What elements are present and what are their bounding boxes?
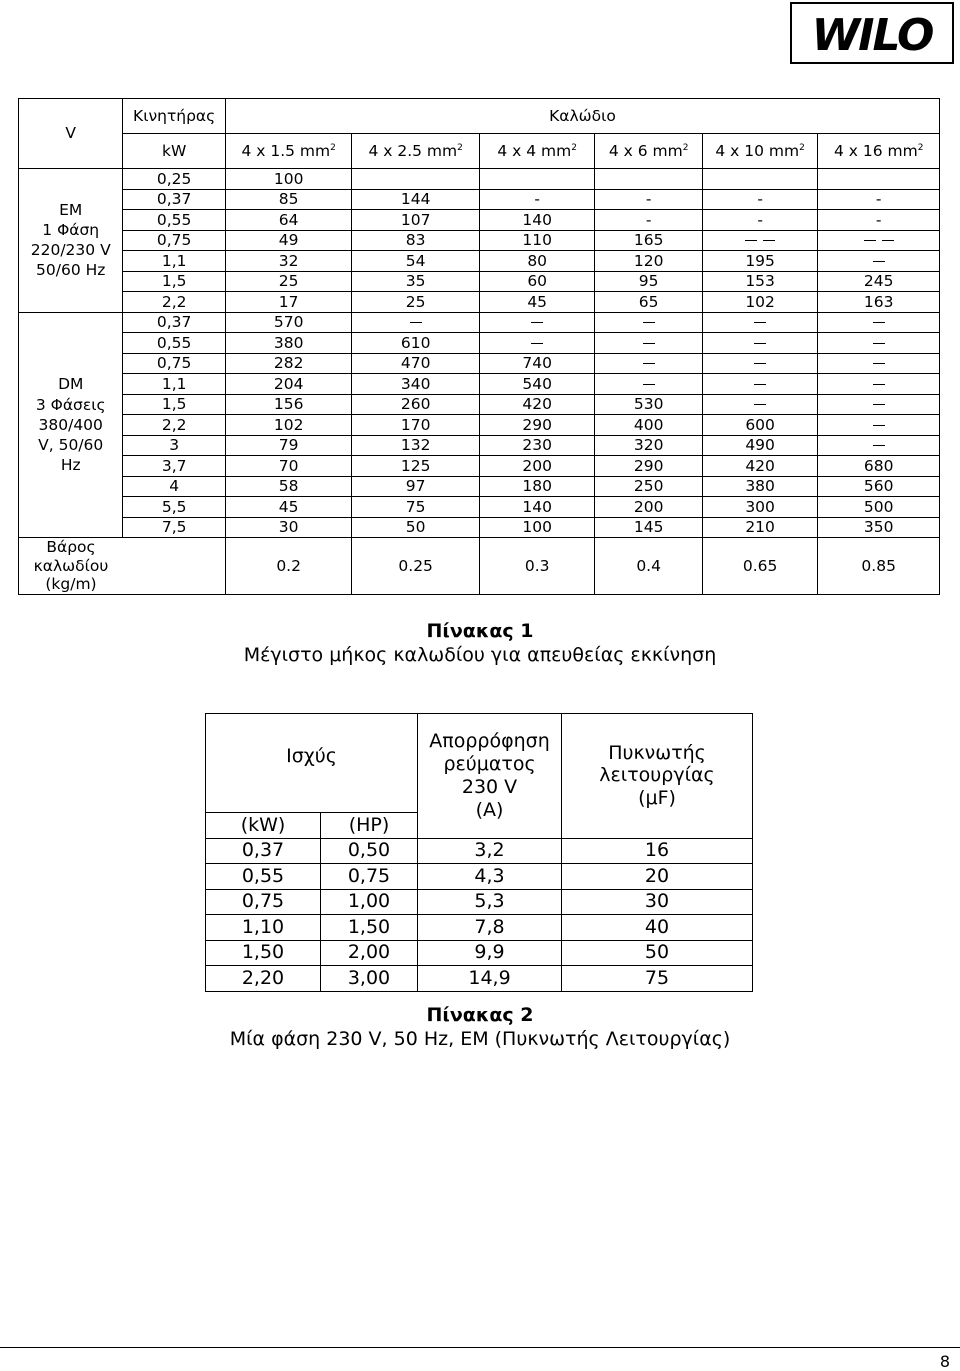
cable-length-cell: 145 — [595, 517, 702, 538]
capacitor-cell: 40 — [562, 915, 753, 941]
capacitor-header-line: Πυκνωτής — [608, 741, 706, 764]
current-header-line: ρεύματος — [443, 752, 536, 775]
current-header-line: Απορρόφηση — [429, 730, 550, 753]
cable-weight-cell: 0.85 — [818, 538, 940, 595]
cable-length-cell: 35 — [352, 271, 480, 292]
cable-length-cell: 102 — [702, 292, 817, 313]
cable-length-cell: 156 — [225, 394, 352, 415]
current-header — [418, 714, 562, 839]
section-label: 4 x 10 mm — [715, 141, 800, 160]
motor-kw-cell: 1,1 — [123, 251, 225, 272]
table-row — [19, 312, 940, 333]
capacitor-table — [205, 713, 753, 992]
table-row — [19, 374, 940, 395]
dash-mark — [754, 404, 766, 405]
cable-length-cell: 100 — [225, 169, 352, 190]
motor-kw-cell: 5,5 — [123, 497, 225, 518]
motor-kw-cell: 0,37 — [123, 312, 225, 333]
caption-2-title: Πίνακας 2 — [426, 1004, 534, 1026]
power-hp-cell: 2,00 — [321, 940, 418, 966]
weight-label-line: Βάρος καλωδίου — [33, 538, 109, 575]
cable-length-cell: 250 — [595, 476, 702, 497]
cable-length-cell: 560 — [818, 476, 940, 497]
cable-length-cell: 180 — [479, 476, 594, 497]
cable-header: Καλώδιο — [225, 99, 939, 134]
power-header: Ισχύς — [206, 714, 418, 813]
cable-length-cell: - — [595, 189, 702, 210]
dash-mark — [873, 261, 885, 262]
motor-kw-cell: 0,25 — [123, 169, 225, 190]
power-hp-cell: 1,00 — [321, 889, 418, 915]
caption-table-1 — [0, 620, 960, 668]
power-hp-cell: 3,00 — [321, 966, 418, 992]
cable-weight-cell: 0.3 — [479, 538, 594, 595]
cable-length-cell: 380 — [702, 476, 817, 497]
cable-length-cell — [702, 230, 817, 251]
cable-length-cell: 80 — [479, 251, 594, 272]
dash-mark — [754, 343, 766, 344]
dm-group-label-line: 380/400 — [38, 415, 103, 434]
cable-length-cell: 600 — [702, 415, 817, 436]
current-cell: 3,2 — [418, 838, 562, 864]
cable-length-cell: 163 — [818, 292, 940, 313]
dm-group-label-line: DM — [58, 375, 84, 394]
motor-kw-cell: 7,5 — [123, 517, 225, 538]
section-label: 4 x 4 mm — [497, 141, 572, 160]
table-row — [19, 476, 940, 497]
cable-length-cell: 50 — [352, 517, 480, 538]
page-number: 8 — [939, 1352, 950, 1371]
motor-kw-cell: 0,75 — [123, 353, 225, 374]
cable-length-cell: 140 — [479, 210, 594, 231]
cable-length-cell — [479, 312, 594, 333]
em-group-label-line: 50/60 Hz — [36, 261, 106, 280]
motor-kw-cell: 1,1 — [123, 374, 225, 395]
wilo-logo — [790, 2, 954, 64]
dash-mark — [754, 363, 766, 364]
power-hp-cell: 0,75 — [321, 864, 418, 890]
cable-length-cell: 282 — [225, 353, 352, 374]
cable-length-cell — [702, 312, 817, 333]
cable-length-cell: 110 — [479, 230, 594, 251]
current-cell: 4,3 — [418, 864, 562, 890]
motor-kw-cell: 0,37 — [123, 189, 225, 210]
cable-length-cell — [818, 312, 940, 333]
power-hp-cell: 0,50 — [321, 838, 418, 864]
section-unit-exponent: 2 — [457, 142, 463, 153]
weight-label-line: (kg/m) — [45, 575, 97, 594]
kw-unit-header: (kW) — [206, 813, 321, 839]
dash-mark — [531, 322, 543, 323]
power-kw-cell: 2,20 — [206, 966, 321, 992]
table-row — [206, 889, 753, 915]
cable-length-cell: 97 — [352, 476, 480, 497]
cable-length-cell — [595, 374, 702, 395]
cable-length-cell — [818, 169, 940, 190]
cable-length-cell: 85 — [225, 189, 352, 210]
cable-length-cell: 290 — [479, 415, 594, 436]
section-header — [479, 134, 594, 169]
cable-length-cell: 540 — [479, 374, 594, 395]
cable-length-cell: 102 — [225, 415, 352, 436]
cable-length-cell: 740 — [479, 353, 594, 374]
motor-kw-cell: 0,75 — [123, 230, 225, 251]
motor-header: Κινητήρας — [123, 99, 225, 134]
cable-length-cell — [352, 169, 480, 190]
table-row — [19, 333, 940, 354]
cable-length-cell — [702, 333, 817, 354]
cable-length-cell — [818, 394, 940, 415]
cable-length-cell — [818, 353, 940, 374]
current-cell: 9,9 — [418, 940, 562, 966]
cable-length-cell: 120 — [595, 251, 702, 272]
cable-length-cell: 32 — [225, 251, 352, 272]
caption-table-2 — [0, 1004, 960, 1052]
table-row — [19, 353, 940, 374]
capacitor-cell: 16 — [562, 838, 753, 864]
cable-length-cell: 490 — [702, 435, 817, 456]
dash-mark — [754, 322, 766, 323]
motor-kw-cell: 0,55 — [123, 210, 225, 231]
dash-mark — [643, 322, 655, 323]
table-row — [19, 456, 940, 477]
cable-length-cell: 245 — [818, 271, 940, 292]
dash-mark — [763, 240, 775, 241]
em-group-label — [19, 169, 123, 313]
capacitor-cell: 75 — [562, 966, 753, 992]
cable-length-cell — [479, 169, 594, 190]
motor-kw-cell: 3 — [123, 435, 225, 456]
wilo-logo-mark — [792, 4, 952, 62]
cable-length-cell — [818, 333, 940, 354]
dash-mark — [873, 322, 885, 323]
dm-group-label-line: 3 Φάσεις — [35, 395, 106, 414]
cable-length-cell — [818, 435, 940, 456]
cable-length-cell: 45 — [479, 292, 594, 313]
cable-length-cell: 200 — [479, 456, 594, 477]
section-unit-exponent: 2 — [799, 142, 805, 153]
cable-length-cell — [702, 394, 817, 415]
table-row — [19, 189, 940, 210]
dash-mark — [643, 343, 655, 344]
capacitor-cell: 20 — [562, 864, 753, 890]
cable-length-cell: 170 — [352, 415, 480, 436]
cable-length-cell: - — [702, 189, 817, 210]
dash-mark — [745, 240, 757, 241]
table-row — [19, 435, 940, 456]
section-header — [352, 134, 480, 169]
motor-kw-cell: 2,2 — [123, 292, 225, 313]
table-row — [206, 838, 753, 864]
cable-length-cell: 530 — [595, 394, 702, 415]
capacitor-cell: 50 — [562, 940, 753, 966]
cable-weight-cell: 0.25 — [352, 538, 480, 595]
cable-length-cell — [595, 169, 702, 190]
cable-length-cell — [702, 353, 817, 374]
power-kw-cell: 0,37 — [206, 838, 321, 864]
cable-length-cell: 75 — [352, 497, 480, 518]
caption-1-title: Πίνακας 1 — [426, 620, 534, 642]
cable-length-cell: 230 — [479, 435, 594, 456]
cable-weight-cell: 0.4 — [595, 538, 702, 595]
cable-length-cell: 470 — [352, 353, 480, 374]
cable-length-cell: 125 — [352, 456, 480, 477]
cable-length-cell: 25 — [225, 271, 352, 292]
hp-unit-header: (HP) — [321, 813, 418, 839]
motor-kw-cell: 3,7 — [123, 456, 225, 477]
cable-length-cell: - — [818, 210, 940, 231]
em-group-label-line: EM — [59, 200, 83, 219]
dash-mark — [754, 384, 766, 385]
cable-length-cell — [352, 312, 480, 333]
table-row — [206, 864, 753, 890]
motor-kw-cell: 1,5 — [123, 394, 225, 415]
motor-kw-cell: 1,5 — [123, 271, 225, 292]
power-kw-cell: 0,75 — [206, 889, 321, 915]
dash-mark — [873, 343, 885, 344]
em-group-label-line: 1 Φάση — [42, 221, 100, 240]
cable-length-cell — [595, 333, 702, 354]
cable-length-cell: - — [479, 189, 594, 210]
cable-length-cell: 290 — [595, 456, 702, 477]
cable-weight-cell: 0.65 — [702, 538, 817, 595]
dm-group-label — [19, 312, 123, 538]
cable-length-cell: 70 — [225, 456, 352, 477]
capacitor-cell: 30 — [562, 889, 753, 915]
table-row — [19, 251, 940, 272]
cable-length-cell — [702, 169, 817, 190]
cable-length-cell — [818, 251, 940, 272]
cable-length-cell: 260 — [352, 394, 480, 415]
em-group-label-line: 220/230 V — [30, 241, 111, 260]
cable-length-cell: 95 — [595, 271, 702, 292]
cable-length-cell: 64 — [225, 210, 352, 231]
dash-mark — [864, 240, 876, 241]
cable-length-cell: 165 — [595, 230, 702, 251]
table-row — [19, 394, 940, 415]
cable-length-cell: 320 — [595, 435, 702, 456]
cable-length-cell: - — [818, 189, 940, 210]
table-row — [206, 940, 753, 966]
capacitor-header — [562, 714, 753, 839]
capacitor-header-line: (μF) — [638, 787, 676, 810]
cable-length-cell: 200 — [595, 497, 702, 518]
voltage-header: V — [19, 99, 123, 169]
section-header — [595, 134, 702, 169]
current-cell: 7,8 — [418, 915, 562, 941]
power-kw-cell: 0,55 — [206, 864, 321, 890]
cable-length-cell: 340 — [352, 374, 480, 395]
motor-kw-cell: 2,2 — [123, 415, 225, 436]
weight-row — [19, 538, 940, 595]
current-header-line: (A) — [475, 798, 504, 821]
dash-mark — [882, 240, 894, 241]
cable-length-cell: 420 — [702, 456, 817, 477]
caption-1-text: Μέγιστο μήκος καλωδίου για απευθείας εκκίνηση — [243, 643, 717, 666]
table-row — [206, 915, 753, 941]
kw-header: kW — [123, 134, 225, 169]
power-kw-cell: 1,10 — [206, 915, 321, 941]
dash-mark — [643, 384, 655, 385]
cable-length-table — [18, 98, 940, 595]
dash-mark — [873, 445, 885, 446]
cable-length-cell: 45 — [225, 497, 352, 518]
current-cell: 14,9 — [418, 966, 562, 992]
motor-kw-cell: 0,55 — [123, 333, 225, 354]
cable-length-cell: 100 — [479, 517, 594, 538]
power-kw-cell: 1,50 — [206, 940, 321, 966]
table-row — [19, 292, 940, 313]
section-header — [225, 134, 352, 169]
cable-length-cell: 420 — [479, 394, 594, 415]
weight-label — [19, 538, 226, 595]
dash-mark — [643, 363, 655, 364]
table-row — [19, 497, 940, 518]
cable-length-cell: 680 — [818, 456, 940, 477]
cable-length-cell: 83 — [352, 230, 480, 251]
section-label: 4 x 1.5 mm — [241, 141, 331, 160]
dash-mark — [873, 404, 885, 405]
cable-length-cell: 570 — [225, 312, 352, 333]
section-unit-exponent: 2 — [330, 142, 336, 153]
section-label: 4 x 16 mm — [833, 141, 918, 160]
cable-length-cell: - — [702, 210, 817, 231]
cable-length-cell — [479, 333, 594, 354]
table-row — [19, 271, 940, 292]
motor-kw-cell: 4 — [123, 476, 225, 497]
section-header — [702, 134, 817, 169]
cable-length-cell — [702, 374, 817, 395]
cable-length-cell: 400 — [595, 415, 702, 436]
cable-length-cell: 210 — [702, 517, 817, 538]
section-unit-exponent: 2 — [571, 142, 577, 153]
table-row — [19, 415, 940, 436]
cable-length-cell: 107 — [352, 210, 480, 231]
cable-length-cell: 58 — [225, 476, 352, 497]
dash-mark — [410, 322, 422, 323]
table-row — [19, 169, 940, 190]
section-unit-exponent: 2 — [682, 142, 689, 153]
capacitor-header-line: λειτουργίας — [599, 764, 715, 787]
cable-length-cell — [818, 374, 940, 395]
section-unit-exponent: 2 — [917, 142, 924, 153]
section-header — [818, 134, 940, 169]
cable-length-cell: 144 — [352, 189, 480, 210]
dash-mark — [873, 363, 885, 364]
section-label: 4 x 2.5 mm — [368, 141, 458, 160]
svg-text:WILO: WILO — [811, 10, 933, 61]
cable-length-cell — [818, 230, 940, 251]
cable-length-cell: 610 — [352, 333, 480, 354]
cable-length-cell: 204 — [225, 374, 352, 395]
cable-length-cell: 380 — [225, 333, 352, 354]
table-row — [19, 230, 940, 251]
cable-length-cell: 30 — [225, 517, 352, 538]
current-cell: 5,3 — [418, 889, 562, 915]
cable-length-cell: 153 — [702, 271, 817, 292]
cable-length-cell: 500 — [818, 497, 940, 518]
cable-length-cell — [818, 415, 940, 436]
current-header-line: 230 V — [461, 775, 518, 798]
table-row — [206, 966, 753, 992]
footer-divider — [0, 1347, 960, 1348]
cable-length-cell: 49 — [225, 230, 352, 251]
cable-length-cell — [595, 312, 702, 333]
caption-2-text: Μία φάση 230 V, 50 Hz, EM (Πυκνωτής Λειτουργίας) — [229, 1027, 731, 1050]
cable-length-cell: - — [595, 210, 702, 231]
cable-length-cell: 195 — [702, 251, 817, 272]
cable-length-cell: 60 — [479, 271, 594, 292]
cable-length-cell: 54 — [352, 251, 480, 272]
section-label: 4 x 6 mm — [608, 141, 683, 160]
cable-length-cell: 300 — [702, 497, 817, 518]
table-row — [19, 517, 940, 538]
cable-length-cell: 17 — [225, 292, 352, 313]
cable-length-cell: 65 — [595, 292, 702, 313]
cable-length-cell: 350 — [818, 517, 940, 538]
dash-mark — [873, 384, 885, 385]
power-hp-cell: 1,50 — [321, 915, 418, 941]
cable-length-cell — [595, 353, 702, 374]
table-row — [19, 210, 940, 231]
dash-mark — [531, 343, 543, 344]
dm-group-label-line: V, 50/60 — [38, 435, 104, 454]
cable-length-cell: 79 — [225, 435, 352, 456]
dm-group-label-line: Hz — [60, 455, 81, 474]
dash-mark — [873, 425, 885, 426]
cable-length-cell: 25 — [352, 292, 480, 313]
cable-weight-cell: 0.2 — [225, 538, 352, 595]
cable-length-cell: 132 — [352, 435, 480, 456]
cable-length-cell: 140 — [479, 497, 594, 518]
